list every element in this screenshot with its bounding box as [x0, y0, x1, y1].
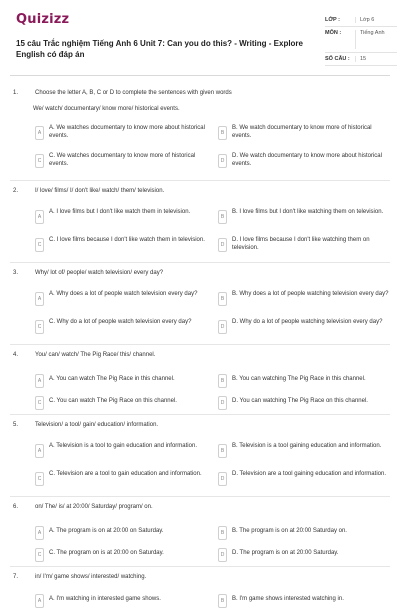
question-number: 3.	[13, 270, 19, 276]
option-d[interactable]	[218, 236, 388, 256]
meta-label: SỐ CÂU :	[325, 56, 350, 62]
option-letter: A	[35, 292, 44, 306]
option-d[interactable]	[218, 152, 388, 172]
option-text: A. Television is a tool to gain education and information.	[49, 443, 197, 449]
option-text: B. You can watching The Pig Race in this channel.	[232, 376, 366, 382]
divider	[10, 566, 390, 567]
option-text: B. I love films but I don't like watching them on television.	[232, 209, 384, 215]
option-letter: B	[218, 210, 227, 224]
option-letter: C	[35, 238, 44, 252]
question-prompt: You/ can/ watch/ The Pig Race/ this/ channel.	[35, 352, 156, 358]
option-text: A. We watches documentary to know more about historical events.	[49, 125, 205, 139]
document-title: 15 câu Trắc nghiệm Tiếng Anh 6 Unit 7: Can you do this? - Writing - Explore English có đáp án	[16, 39, 303, 59]
option-letter: C	[35, 154, 44, 168]
option-text: C. You can watch The Pig Race on this channel.	[49, 398, 177, 404]
meta-value: 15	[355, 56, 397, 62]
option-letter: A	[35, 126, 44, 140]
divider	[10, 180, 390, 181]
option-text: B. The program is on at 20:00 Saturday on.	[232, 528, 347, 534]
option-letter: D	[218, 396, 227, 410]
option-c[interactable]	[35, 236, 205, 256]
option-letter: C	[35, 396, 44, 410]
meta-label: MÔN :	[325, 30, 342, 36]
divider	[10, 344, 390, 345]
option-letter: C	[35, 548, 44, 562]
question-number: 6.	[13, 504, 19, 510]
document-header	[10, 8, 390, 76]
option-a[interactable]	[35, 208, 205, 228]
question-number: 2.	[13, 188, 19, 194]
meta-value: Lớp 6	[355, 17, 397, 23]
question-prompt: I/ love/ films/ I/ don't like/ watch/ them/ television.	[35, 188, 165, 194]
option-text: B. Why does a lot of people watching television every day?	[232, 291, 389, 297]
option-letter: C	[35, 472, 44, 486]
option-b[interactable]	[218, 442, 388, 462]
question-prompt: on/ The/ is/ at 20:00/ Saturday/ program/ on.	[35, 504, 153, 510]
option-a[interactable]	[35, 442, 205, 462]
question-number: 7.	[13, 574, 19, 580]
option-text: D. We watch documentary to know more about historical events.	[232, 153, 382, 167]
option-text: A. Why does a lot of people watch television every day?	[49, 291, 198, 297]
question-prompt: Television/ a tool/ gain/ education/ information.	[35, 422, 159, 428]
option-c[interactable]	[35, 546, 205, 566]
option-letter: A	[35, 374, 44, 388]
option-b[interactable]	[218, 524, 388, 544]
question-prompt: in/ I'm/ game shows/ interested/ watching.	[35, 574, 147, 580]
option-text: A. I love films but I don't like watch them in television.	[49, 209, 191, 215]
divider	[10, 262, 390, 263]
option-letter: D	[218, 238, 227, 252]
meta-value: Tiếng Anh	[355, 30, 397, 49]
option-text: D. You can watching The Pig Race on this channel.	[232, 398, 368, 404]
option-text: B. I'm game shows interested watching in.	[232, 596, 344, 602]
option-c[interactable]	[35, 394, 205, 414]
option-text: C. Why do a lot of people watch television every day?	[49, 319, 192, 325]
option-letter: B	[218, 374, 227, 388]
quizizz-logo: Quizizz	[16, 12, 70, 27]
option-letter: B	[218, 126, 227, 140]
document-meta	[325, 14, 397, 66]
question-number: 4.	[13, 352, 19, 358]
divider	[10, 496, 390, 497]
option-text: A. You can watch The Pig Race in this channel.	[49, 376, 175, 382]
option-text: A. I'm watching in interested game shows.	[49, 596, 161, 602]
question-instructions: Choose the letter A, B, C or D to complete the sentences with given words	[35, 90, 232, 96]
option-letter: A	[35, 210, 44, 224]
option-text: D. I love films because I don't like watching them on television.	[232, 237, 370, 251]
meta-row-count	[325, 53, 397, 66]
option-b[interactable]	[218, 592, 388, 604]
option-c[interactable]	[35, 470, 205, 490]
meta-row-class	[325, 14, 397, 27]
question-prompt: We/ watch/ documentary/ know more/ historical events.	[33, 106, 180, 112]
option-letter: B	[218, 594, 227, 608]
option-d[interactable]	[218, 394, 388, 414]
question-prompt: Why/ lot of/ people/ watch television/ every day?	[35, 270, 164, 276]
option-b[interactable]	[218, 124, 388, 144]
option-text: C. We watches documentary to know more of historical events.	[49, 153, 196, 167]
option-text: C. Television are a tool to gain education and information.	[49, 471, 202, 477]
option-text: B. Television is a tool gaining education and information.	[232, 443, 382, 449]
option-letter: D	[218, 320, 227, 334]
option-text: C. The program on is at 20:00 on Saturday.	[49, 550, 164, 556]
option-letter: A	[35, 526, 44, 540]
option-a[interactable]	[35, 124, 205, 144]
option-b[interactable]	[218, 290, 388, 310]
meta-label: LỚP :	[325, 17, 340, 23]
option-a[interactable]	[35, 290, 205, 310]
question-number: 1.	[13, 90, 19, 96]
option-a[interactable]	[35, 592, 205, 604]
option-letter: B	[218, 444, 227, 458]
question-number: 5.	[13, 422, 19, 428]
option-text: D. Television are a tool gaining education and information.	[232, 471, 386, 477]
meta-row-subject	[325, 27, 397, 53]
option-text: A. The program is on at 20:00 on Saturday.	[49, 528, 164, 534]
option-d[interactable]	[218, 546, 388, 566]
option-a[interactable]	[35, 524, 205, 544]
option-letter: B	[218, 526, 227, 540]
option-letter: C	[35, 320, 44, 334]
option-a[interactable]	[35, 372, 205, 392]
divider	[10, 414, 390, 415]
option-letter: A	[35, 594, 44, 608]
option-text: B. We watch documentary to know more of historical events.	[232, 125, 372, 139]
option-letter: D	[218, 154, 227, 168]
option-d[interactable]	[218, 470, 388, 490]
option-text: C. I love films because I don't like watch them in television.	[49, 237, 205, 243]
option-letter: B	[218, 292, 227, 306]
option-letter: A	[35, 444, 44, 458]
option-text: D. The program is on at 20:00 Saturday.	[232, 550, 339, 556]
option-text: D. Why do a lot of people watching television every day?	[232, 319, 383, 325]
option-c[interactable]	[35, 318, 205, 338]
option-b[interactable]	[218, 372, 388, 392]
option-b[interactable]	[218, 208, 388, 228]
option-letter: D	[218, 472, 227, 486]
option-d[interactable]	[218, 318, 388, 338]
option-letter: D	[218, 548, 227, 562]
option-c[interactable]	[35, 152, 205, 172]
